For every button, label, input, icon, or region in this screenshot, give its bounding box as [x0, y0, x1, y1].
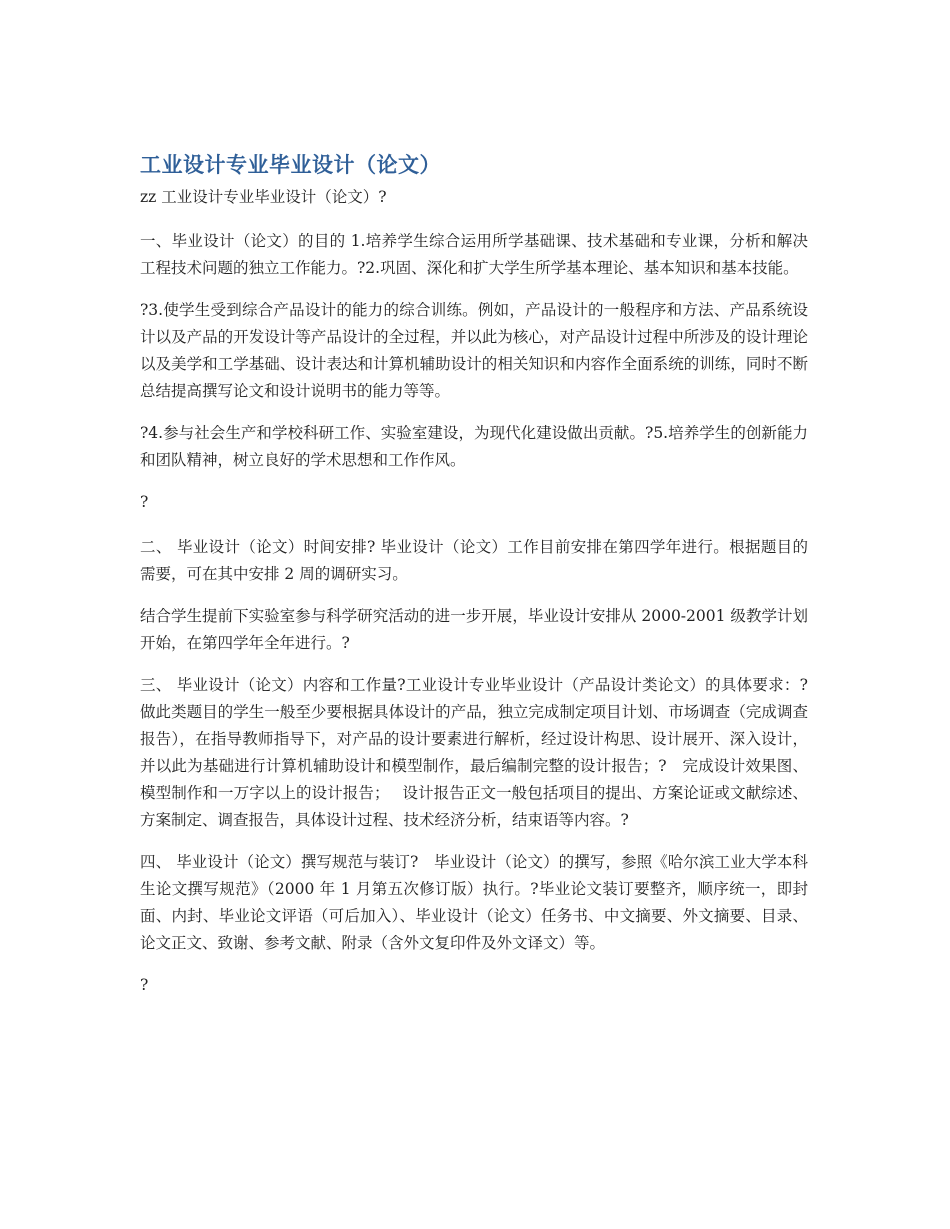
paragraph-purpose-3: ?3.使学生受到综合产品设计的能力的综合训练。例如，产品设计的一般程序和方法、产品系统设计以及产品的开发设计等产品设计的全过程，并以此为核心，对产品设计过程中所涉及的设计理论以及美学和工学基础、设计表达和计算机辅助设计的相关知识和内容作全面系统的训练，同时不断总结提高撰写论文和设计说明书的能力等等。 — [140, 301, 808, 400]
document-page — [140, 150, 824, 1017]
paragraph-content-workload: 三、 毕业设计（论文）内容和工作量?工业设计专业毕业设计（产品设计类论文）的具体要求：? 做此类题目的学生一般至少要根据具体设计的产品，独立完成制定项目计划、市场调查（完成调查报告），在指导教师指导下，对产品的设计要素进行解析，经过设计构思、设计展开、深入设计，并以此为基础进行计算机辅助设计和模型制作，最后编制完整的设计报告；? 完成设计效果图、模型制作和一万字以上的设计报告； 设计报告正文一般包括项目的提出、方案论证或文献综述、方案制定、调查报告，具体设计过程、技术经济分析，结束语等内容。? — [140, 676, 824, 829]
paragraph-schedule: 二、 毕业设计（论文）时间安排? 毕业设计（论文）工作目前安排在第四学年进行。根据题目的需要，可在其中安排 2 周的调研实习。 — [140, 538, 808, 583]
paragraph-purpose-4: ?4.参与社会生产和学校科研工作、实验室建设，为现代化建设做出贡献。?5.培养学生的创新能力和团队精神，树立良好的学术思想和工作作风。 — [140, 424, 808, 469]
subtitle-line: zz 工业设计专业毕业设计（论文）? — [140, 188, 387, 206]
paragraph-purpose-1: 一、毕业设计（论文）的目的 1.培养学生综合运用所学基础课、技术基础和专业课，分析和解决工程技术问题的独立工作能力。?2.巩固、深化和扩大学生所学基本理论、基本知识和基本技能。 — [140, 232, 808, 277]
placeholder-mark-end: ? — [140, 976, 149, 994]
placeholder-mark: ? — [140, 493, 149, 511]
document-title: 工业设计专业毕业设计（论文） — [140, 153, 441, 177]
paragraph-writing-binding: 四、 毕业设计（论文）撰写规范与装订? 毕业设计（论文）的撰写，参照《哈尔滨工业大学本科生论文撰写规范》（2000 年 1 月第五次修订版）执行。?毕业论文装订要整齐，顺序统一，即封面、内封、毕业论文评语（可后加入）、毕业设计（论文）任务书、中文摘要、外文摘要、目录、论文正文、致谢、参考文献、附录（含外文复印件及外文译文）等。 — [140, 853, 808, 952]
paragraph-schedule-detail: 结合学生提前下实验室参与科学研究活动的进一步开展，毕业设计安排从 2000-2001 级教学计划开始，在第四学年全年进行。? — [140, 607, 808, 652]
